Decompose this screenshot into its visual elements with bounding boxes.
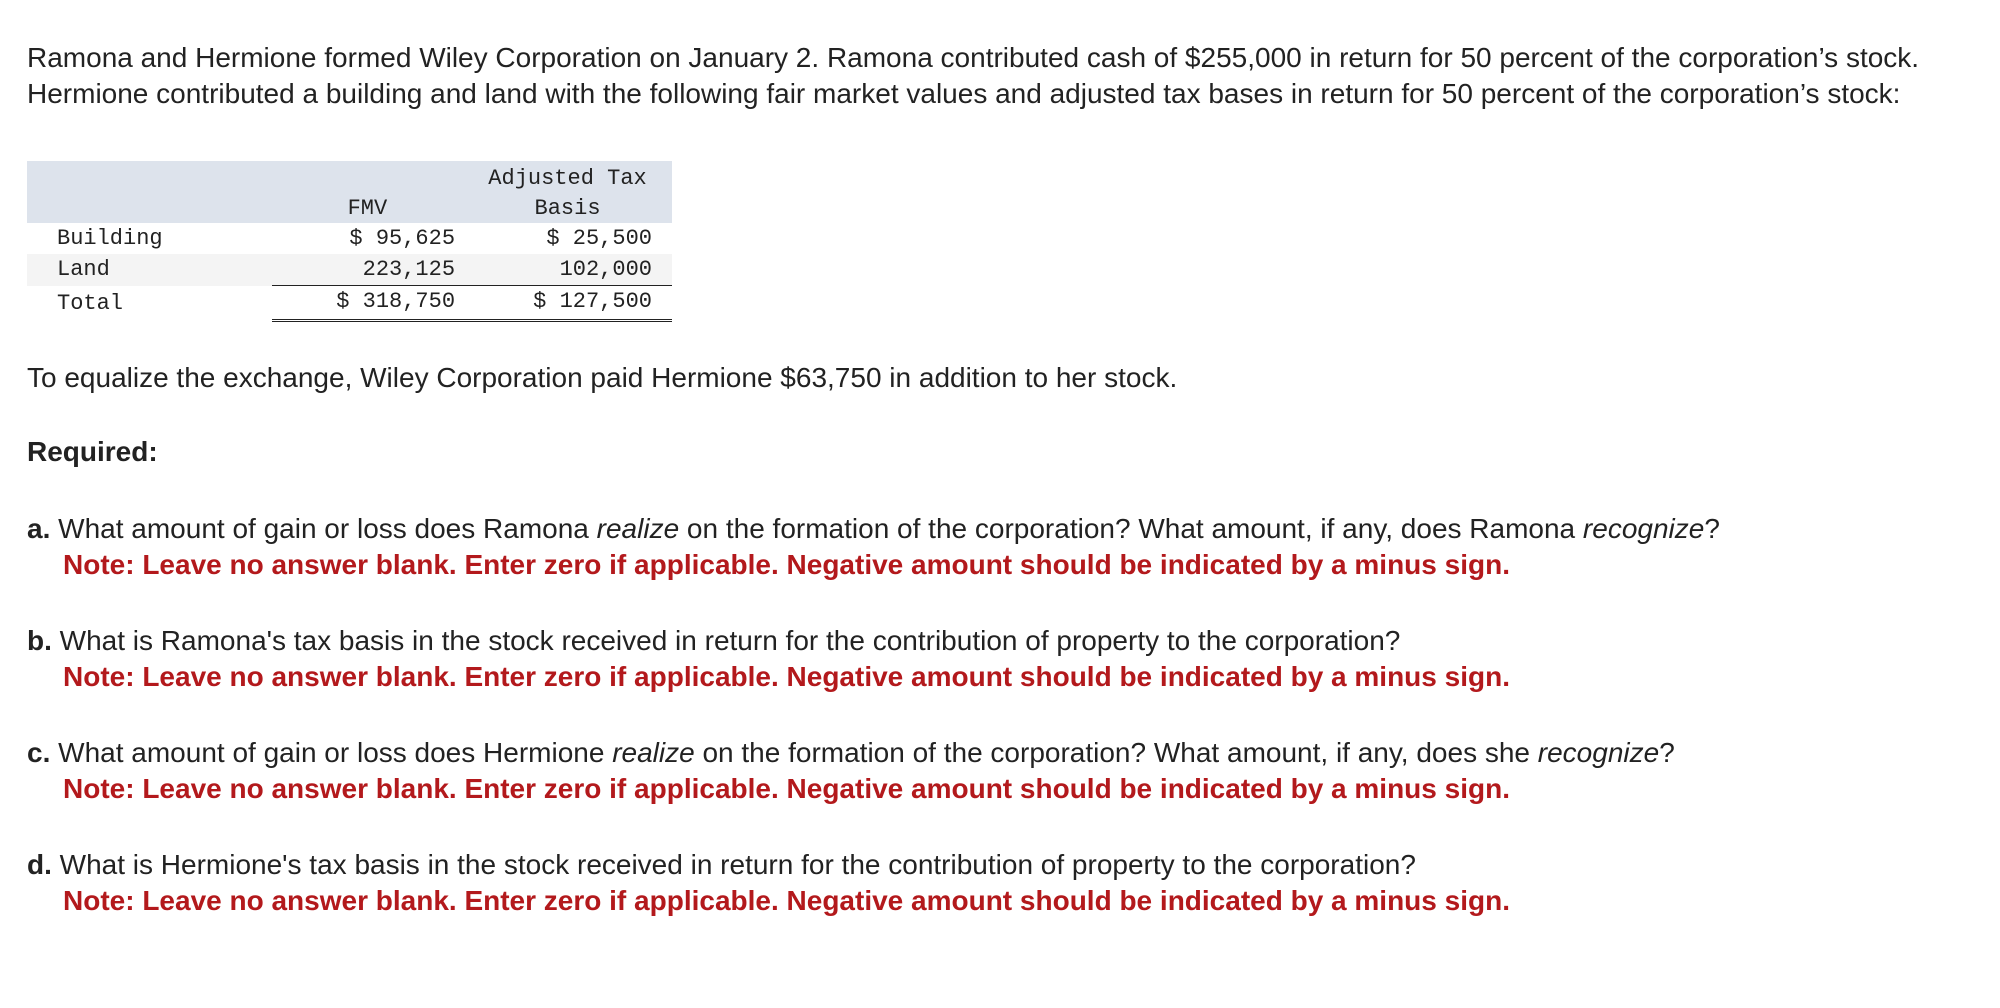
atb-value: 102,000 bbox=[463, 254, 672, 286]
question-letter: a. bbox=[27, 513, 51, 544]
problem-intro: Ramona and Hermione formed Wiley Corporation on January 2. Ramona contributed cash of $255,000 in return for 50 percent of the corporation’s stock. Hermione contributed a building and land with the following fair market values and adjusted tax bases in return for 50 percent of the corporation’s stock: bbox=[27, 42, 1920, 109]
table-row-land bbox=[27, 254, 672, 286]
row-label: Land bbox=[27, 254, 272, 286]
row-label: Building bbox=[57, 226, 163, 251]
answer-note: Note: Leave no answer blank. Enter zero if applicable. Negative amount should be indicated by a minus sign. bbox=[63, 773, 1510, 804]
fmv-value: $ 95,625 bbox=[349, 226, 456, 251]
table-header-row-2 bbox=[27, 194, 672, 223]
question-letter: d. bbox=[27, 849, 52, 880]
data-table bbox=[27, 161, 672, 322]
header-basis: Basis bbox=[463, 194, 672, 223]
table-header-row-1 bbox=[27, 161, 672, 194]
fmv-value: 223,125 bbox=[272, 254, 463, 286]
answer-note: Note: Leave no answer blank. Enter zero if applicable. Negative amount should be indicated by a minus sign. bbox=[63, 661, 1510, 692]
table-row-total bbox=[27, 286, 672, 321]
question-letter: b. bbox=[27, 625, 52, 656]
atb-value: $ 25,500 bbox=[546, 226, 652, 251]
question-b: b. What is Ramona's tax basis in the stock received in return for the contribution of property to the corporation? Note: Leave no answer blank. Enter zero if applicable. Negative amount should be indicated by a minus sign. bbox=[27, 623, 1933, 695]
answer-note: Note: Leave no answer blank. Enter zero if applicable. Negative amount should be indicated by a minus sign. bbox=[63, 549, 1510, 580]
table-row-building bbox=[27, 223, 672, 254]
total-atb: $ 127,500 bbox=[463, 286, 672, 321]
header-adjusted-tax: Adjusted Tax bbox=[463, 161, 672, 194]
question-d: d. What is Hermione's tax basis in the stock received in return for the contribution of property to the corporation? Note: Leave no answer blank. Enter zero if applicable. Negative amount should be indicated by a minus sign. bbox=[27, 847, 1933, 919]
total-fmv: $ 318,750 bbox=[272, 286, 463, 321]
question-c: c. What amount of gain or loss does Hermione realize on the formation of the corporation? What amount, if any, does she recognize? Note: Leave no answer blank. Enter zero if applicable. Negative amount should be indicated by a minus sign. bbox=[27, 735, 1933, 807]
equalize-paragraph: To equalize the exchange, Wiley Corporation paid Hermione $63,750 in addition to her stock. bbox=[27, 362, 1178, 393]
total-label: Total bbox=[57, 290, 124, 316]
header-fmv: FMV bbox=[272, 194, 463, 223]
answer-note: Note: Leave no answer blank. Enter zero if applicable. Negative amount should be indicated by a minus sign. bbox=[63, 885, 1510, 916]
problem-content bbox=[27, 40, 1967, 919]
question-a: a. What amount of gain or loss does Ramona realize on the formation of the corporation? What amount, if any, does Ramona recognize? Note: Leave no answer blank. Enter zero if applicable. Negative amount should be indicated by a minus sign. bbox=[27, 511, 1933, 583]
fmv-basis-table bbox=[27, 161, 672, 322]
required-heading: Required: bbox=[27, 436, 158, 467]
question-letter: c. bbox=[27, 737, 51, 768]
